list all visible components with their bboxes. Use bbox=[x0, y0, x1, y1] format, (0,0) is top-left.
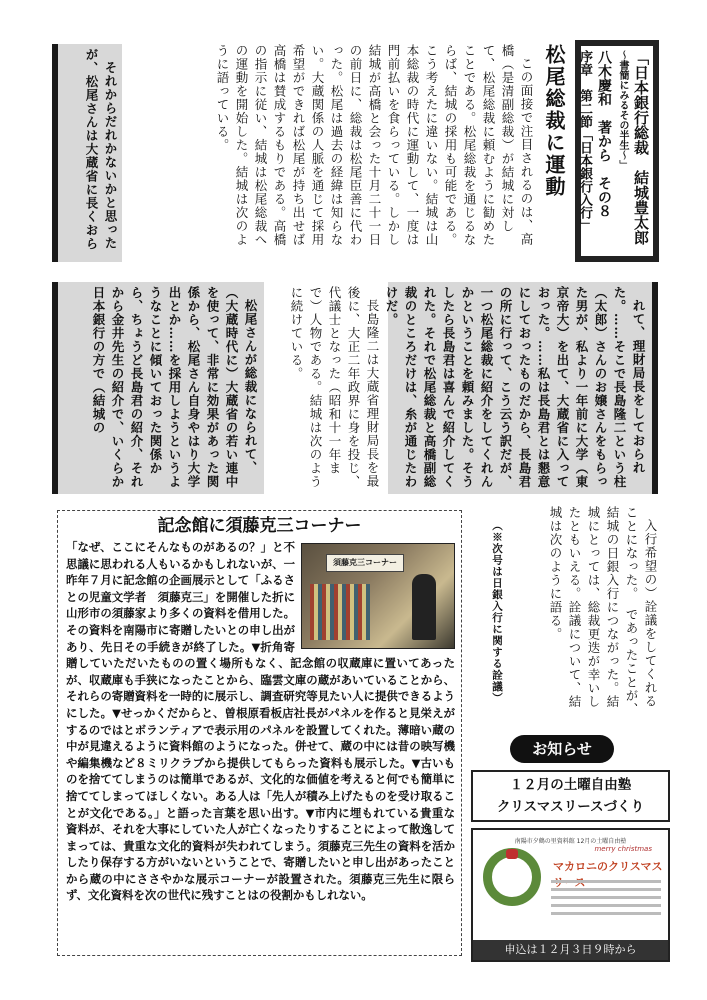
series-title-box bbox=[575, 40, 659, 262]
series-title-line3: 八木慶和 著から その８ bbox=[596, 50, 612, 218]
memorial-article-body bbox=[66, 539, 455, 951]
section-heading: 松尾総裁に運動 bbox=[542, 44, 566, 198]
photo-person bbox=[412, 574, 436, 640]
event-flyer bbox=[471, 828, 670, 962]
quote-bar-left bbox=[52, 282, 58, 494]
memorial-article-title: 記念館に須藤克三コーナー bbox=[157, 516, 362, 536]
quote-bar-mid bbox=[652, 282, 658, 494]
wreath-icon bbox=[483, 848, 541, 906]
flyer-title: マカロニのクリスマス bbox=[553, 860, 663, 873]
event-line1: １２月の土曜自由塾 bbox=[509, 777, 632, 793]
mid-narrative-text bbox=[270, 286, 382, 490]
upper-quote-paragraph: それからだれかないかと思ったが、松尾さんは大蔵省に長くおら bbox=[84, 48, 118, 251]
photo-bookshelf bbox=[310, 584, 370, 640]
next-issue-note: （※次号は日銀入行に関する詮議） bbox=[491, 520, 503, 704]
event-line2: クリスマスリースづくり bbox=[496, 799, 645, 815]
series-title-line4: 序章 第二節「日本銀行入行」 bbox=[577, 50, 592, 232]
mid-quote-text bbox=[384, 286, 648, 490]
flyer-merry: merry christmas bbox=[594, 845, 652, 853]
mid-quote-paragraph: れて、理財局長をしておられた。……そこで長島隆二という柱（太郎）さんのお嬢さんをもらった男が、私より一年前に大学（東京帝大）を出て、大蔵省に入っておった。……私は長島君とは懇意にしておったものだから、長島君の所に行って、こう云う訳だが、一つ松尾総裁に紹介をしてくれんかということを頼みました。そうしたら長島君は喜んで紹介してくれた。それで松尾総裁と高橋副総裁のところだけは、糸が通じたわけだ。 bbox=[384, 286, 646, 489]
lower-article-text bbox=[510, 506, 660, 720]
notice-badge: お知らせ bbox=[510, 735, 614, 763]
lower-article-paragraph: 入行希望の）詮議をしてくれることになった。 であったことが、結城の日銀入行につながった。結城にとっては、総裁更迭が幸いしたともいえる。詮議について、結城は次のように語る。 bbox=[548, 506, 658, 716]
quote-bar-upper bbox=[52, 44, 58, 262]
series-title-line1: 「日本銀行総裁 結城豊太郎 bbox=[632, 50, 650, 245]
series-title-line2: ～書簡にみるその半生～」 bbox=[617, 50, 628, 170]
photo-sign: 須藤克三コーナー bbox=[326, 554, 404, 572]
corner-photo bbox=[301, 543, 455, 649]
memorial-article-text: 「なぜ、ここにそんなものがあるの？」と不思議に思われる人もいるかもしれないが、一昨年７月に記念館の企画展示として「ふるさとの児童文学者 須藤克三」を開催した折に山形市の須藤家より多くの資料を借用した。その資料を南陽市に寄贈したいとの申し出があり、先日その手続きが終了した。▼折角寄贈していただいたものの置く場所もなく、記念館の収蔵庫に置いてあったが、収蔵庫も手狭になったことから、臨雲文庫の蔵があいていることから、それらの寄贈資料を一時的に展示し、調査研究等見たい人に提供できるようにした。▼せっかくだからと、曽根原看板店社長がパネルを作ると見栄えがするのではとボランティアで表示用のパネルを設置してくれた。薄暗い蔵の中が見違えるように資料館のようになった。併せて、蔵の中には昔の映写機や編集機など８ミリクラブから提供してもらった資料も展示した。▼古いものを捨ててしまうのは簡単であるが、文化的な価値を考えると何でも簡単に捨ててしまってほしくない。ある人は「先人が積み上げたものを受け取ることが文化である。」と語った言葉を思い出す。▼市内に埋もれている貴重な資料が、それを大事にしていた人が亡くなったりすることによって散逸してまっては、貴重な文化的資料が失われてしまう。須藤克三先生の資料を活かしたり保存する方がいないということで、寄贈したいと申し出があったことから蔵の中にささやかな展示コーナーが設置された。須藤克三先生に限らず、文化資料を次の世代に残すことはの役割かもしれない。 bbox=[66, 540, 455, 903]
upper-article-text bbox=[128, 44, 536, 254]
left-quote-text bbox=[62, 286, 260, 490]
flyer-text-lines bbox=[551, 880, 661, 920]
flyer-header: 南陽市夕鶴の里資料館 12月の土曜自由塾 bbox=[514, 838, 627, 845]
flyer-footer: 申込は１２月３日９時から bbox=[473, 940, 668, 960]
mid-narrative-paragraph: 長島隆二は大蔵省理財局長を最後に、大正二年政界に身を投じ、代議士となった（昭和十一年まで）人物である。結城は次のように続けている。 bbox=[289, 286, 380, 489]
event-box bbox=[471, 770, 670, 822]
left-quote-paragraph: 松尾さんが総裁になられて、（大蔵時代に）大蔵省の若い連中を使って、非常に効果があった関係から、松尾さん自身やはり大学出とか……を採用しようというようなことに傾いておった関係から、ちょうど長島君の紹介、それから金井先生の紹介で、いくらか日本銀行の方で（結城の bbox=[91, 286, 258, 489]
memorial-corner-article bbox=[57, 510, 462, 956]
upper-article-paragraph: この面接で注目されるのは、高橋（是清副総裁）が結城に対して、松尾総裁に頼むように勧めたことである。松尾総裁を通じるならば、結城の採用も可能である。こう考えたに違いない。結城は山本総裁の時代に運動して、一度は門前払いを食らっている。しかし結城が高橋と会った十月二十一日の前日に、総裁は松尾臣善に代わった。松尾は過去の経緯は知らない。大蔵関係の人脈を通じて採用希望ができれば松尾が持ち出せば高橋は賛成するもりである。高橋の指示に従い、結城は松尾総裁への運動を開始した。結城は次のように語っている。 bbox=[215, 44, 534, 247]
upper-quote-text bbox=[62, 48, 120, 258]
